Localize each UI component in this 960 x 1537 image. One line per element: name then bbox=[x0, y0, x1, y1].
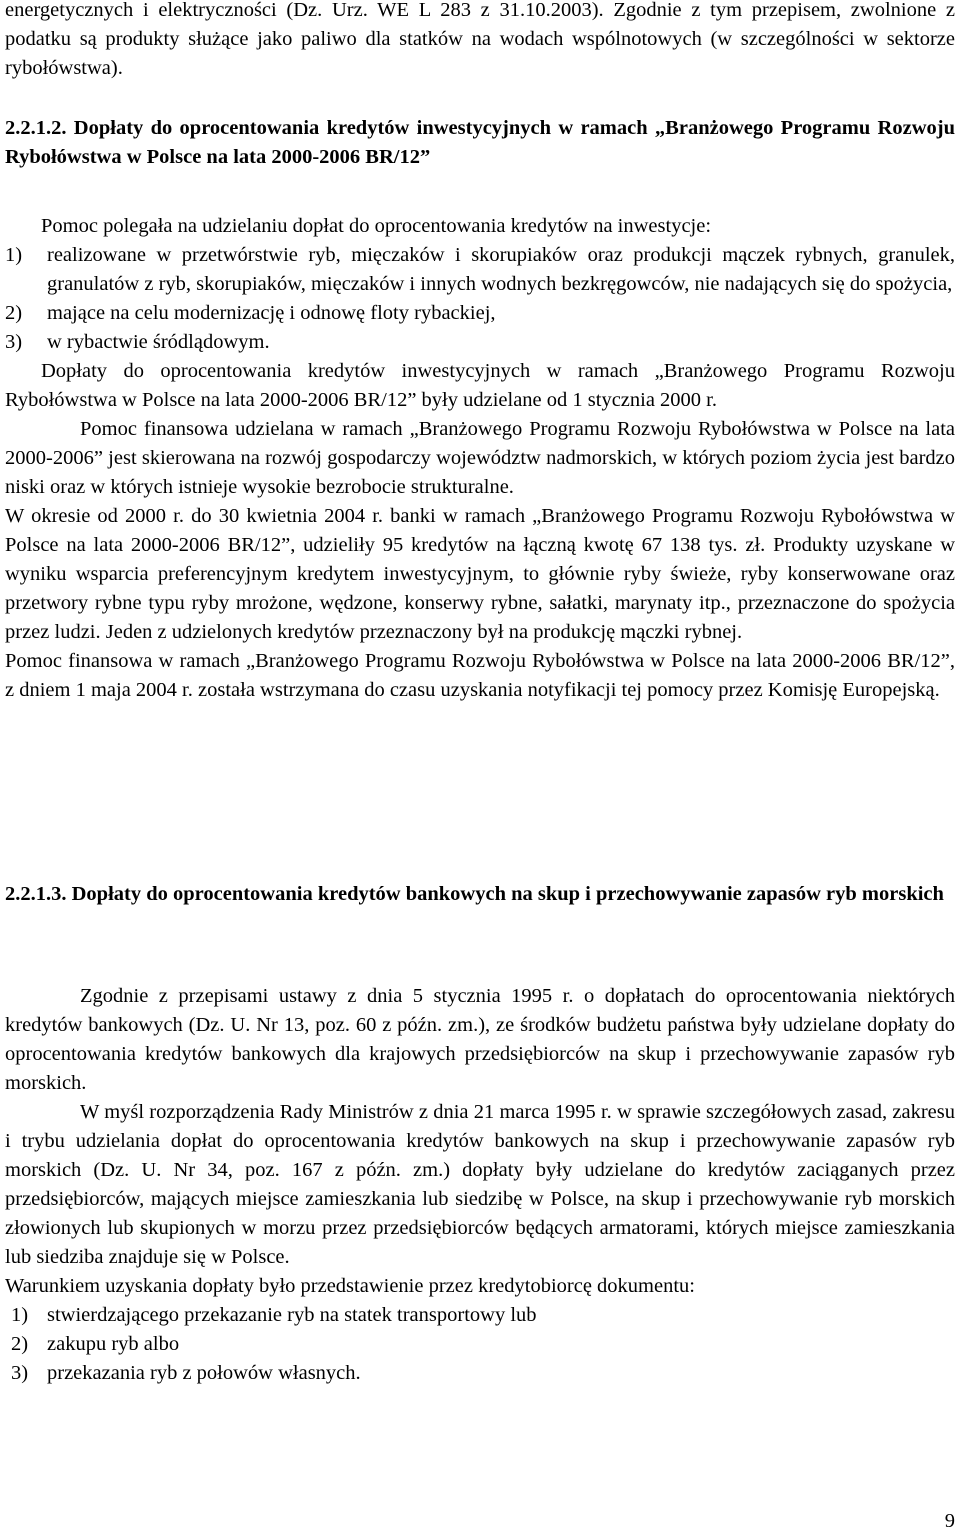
paragraph: Warunkiem uzyskania dopłaty było przedstawienie przez kredytobiorcę dokumentu: bbox=[5, 1275, 695, 1297]
list-item-number: 2) bbox=[11, 1333, 29, 1355]
list-item bbox=[5, 241, 955, 299]
document-page bbox=[5, 0, 955, 1537]
section-intro: Pomoc polegała na udzielaniu dopłat do oprocentowania kredytów na inwestycje: bbox=[41, 215, 712, 237]
paragraph: W myśl rozporządzenia Rady Ministrów z dnia 21 marca 1995 r. w sprawie szczegółowych zasad, zakresu i trybu udzielania dopłat do oprocentowania kredytów bankowych na skup i przechowywanie zapasów ryb morskich (Dz. U. Nr 34, poz. 167 z późn. zm.) dopłaty były udzielane do kredytów zaciąganych przez przedsiębiorców, mających miejsce zamieszkania lub siedzibę w Polsce, na skup i przechowywanie ryb morskich złowionych lub skupionych w morzu przez przedsiębiorców będących armatorami, których miejsce zamieszkania lub siedziba znajduje się w Polsce. bbox=[5, 1101, 955, 1268]
list-item-text: przekazania ryb z połowów własnych. bbox=[47, 1362, 361, 1384]
section-heading-2-2-1-3: 2.2.1.3. Dopłaty do oprocentowania kredytów bankowych na skup i przechowywanie zapasów ryb morskich bbox=[5, 883, 944, 905]
paragraph: Dopłaty do oprocentowania kredytów inwestycyjnych w ramach „Branżowego Programu Rozwoju Rybołówstwa w Polsce na lata 2000-2006 BR/12” były udzielane od 1 stycznia 2000 r. bbox=[5, 360, 955, 411]
list-item bbox=[5, 328, 955, 357]
list-item bbox=[5, 1359, 955, 1388]
list-item-text: zakupu ryb albo bbox=[47, 1333, 180, 1355]
list-item-number: 3) bbox=[5, 331, 23, 353]
list-item-text: mające na celu modernizację i odnowę floty rybackiej, bbox=[47, 302, 496, 324]
paragraph: Zgodnie z przepisami ustawy z dnia 5 stycznia 1995 r. o dopłatach do oprocentowania niektórych kredytów bankowych (Dz. U. Nr 13, poz. 60 z późn. zm.), ze środków budżetu państwa były udzielane dopłaty do oprocentowania kredytów bankowych dla krajowych przedsiębiorców na skup i przechowywanie zapasów ryb morskich. bbox=[5, 985, 955, 1094]
list-item-number: 3) bbox=[11, 1362, 29, 1384]
paragraph: Pomoc finansowa w ramach „Branżowego Programu Rozwoju Rybołówstwa w Polsce na lata 2000-2006 BR/12”, z dniem 1 maja 2004 r. została wstrzymana do czasu uzyskania notyfikacji tej pomocy przez Komisję Europejską. bbox=[5, 650, 955, 701]
list-item bbox=[5, 1301, 955, 1330]
list-item-number: 1) bbox=[11, 1304, 29, 1326]
list-item bbox=[5, 1330, 955, 1359]
section-2-2-1-2-body bbox=[5, 212, 955, 705]
list-item bbox=[5, 299, 955, 328]
list-item-text: stwierdzającego przekazanie ryb na statek transportowy lub bbox=[47, 1304, 537, 1326]
section-heading-2-2-1-2: 2.2.1.2. Dopłaty do oprocentowania kredytów inwestycyjnych w ramach „Branżowego Programu Rozwoju Rybołówstwa w Polsce na lata 2000-2006 BR/12” bbox=[5, 117, 955, 168]
page-number: 9 bbox=[944, 1510, 955, 1532]
list-item-text: w rybactwie śródlądowym. bbox=[47, 331, 270, 353]
paragraph: Pomoc finansowa udzielana w ramach „Branżowego Programu Rozwoju Rybołówstwa w Polsce na lata 2000-2006” jest skierowana na rozwój gospodarczy województw nadmorskich, w których poziom życia jest bardzo niski oraz w których istnieje wysokie bezrobocie strukturalne. bbox=[5, 418, 955, 498]
paragraph: W okresie od 2000 r. do 30 kwietnia 2004 r. banki w ramach „Branżowego Programu Rozwoju Rybołówstwa w Polsce na lata 2000-2006 BR/12”, udzieliły 95 kredytów na łączną kwotę 67 138 tys. zł. Produkty uzyskane w wyniku wsparcia preferencyjnym kredytem inwestycyjnym, to głównie ryby świeże, ryby konserwowane oraz przetwory rybne typu ryby mrożone, wędzone, konserwy rybne, sałatki, marynaty itp., przeznaczone do spożycia przez ludzi. Jeden z udzielonych kredytów przeznaczony był na produkcję mączki rybnej. bbox=[5, 505, 955, 643]
section-2-2-1-3-body bbox=[5, 982, 955, 1388]
list-item-text: realizowane w przetwórstwie ryb, mięczaków i skorupiaków oraz produkcji mączek rybnych, granulek, granulatów z ryb, skorupiaków, mięczaków i innych wodnych bezkręgowców, nie nadających się do spożycia, bbox=[47, 244, 955, 295]
top-paragraph: energetycznych i elektryczności (Dz. Urz. WE L 283 z 31.10.2003). Zgodnie z tym przepisem, zwolnione z podatku są produkty służące jako paliwo dla statków na wodach wspólnotowych (w szczególności w sektorze rybołówstwa). bbox=[5, 0, 955, 79]
list-item-number: 2) bbox=[5, 302, 23, 324]
list-item-number: 1) bbox=[5, 244, 23, 266]
